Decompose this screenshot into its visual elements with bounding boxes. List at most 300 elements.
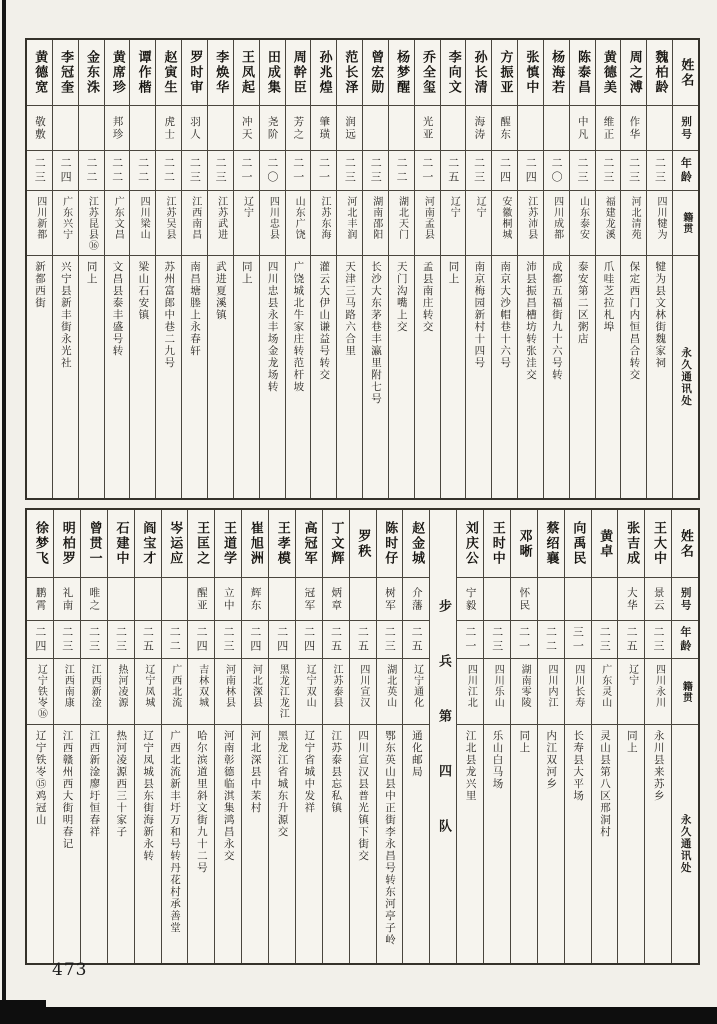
age-header-label: 年龄 [679,156,693,185]
person-age: 二四 [59,156,73,185]
origin-cell [242,659,268,725]
age-cell [296,621,322,659]
person-age: 二五 [410,625,424,654]
origin-cell [518,191,543,256]
person-address: 犍为县文林街魏家祠 [654,261,667,369]
person-alias: 敬敷 [33,115,46,141]
address-cell [162,725,188,963]
person-address: 江西赣州西大街明春记 [61,730,74,850]
name-cell [208,40,233,106]
person-origin: 湖南邵阳 [370,196,382,240]
origin-cell [135,659,161,725]
name-cell [596,40,621,106]
person-origin: 辽宁凤城 [142,664,154,708]
person-column [322,510,349,963]
alias-cell [570,106,595,151]
name-cell [337,40,362,106]
person-column [241,510,268,963]
address-cell [323,725,349,963]
person-age: 二五 [329,625,343,654]
person-column [259,40,285,498]
person-origin: 江苏东海 [319,196,331,240]
person-name: 曾贯一 [86,521,102,566]
person-origin: 四川成都 [551,196,563,240]
person-address: 辽宁省城中发祥 [303,730,316,814]
origin-cell [538,659,564,725]
origin-cell [350,659,376,725]
person-name: 赵金城 [409,521,425,566]
person-address: 辽宁凤城县东街海新永转 [142,730,155,862]
person-name: 刘庆公 [462,521,478,566]
person-age: 二三 [114,625,128,654]
origin-cell [130,191,155,256]
person-address: 兴宁县新丰街永光社 [59,261,72,369]
name-cell [363,40,388,106]
person-age: 二〇 [550,156,564,185]
name-cell [621,40,646,106]
person-name: 乔全玺 [419,50,435,95]
person-origin: 四川犍为 [654,196,666,240]
alias-cell [518,106,543,151]
person-column [537,510,564,963]
person-origin: 江苏泰县 [330,664,342,708]
person-address: 广西北流新丰圩万和号转丹花村承善堂 [168,730,181,934]
alias-cell [457,578,483,621]
alias-cell [27,578,53,621]
alias-header [672,578,698,621]
person-column [27,510,53,963]
address-cell [130,256,155,498]
origin-cell [645,659,671,725]
person-name: 张慎中 [523,50,539,95]
person-column [181,40,207,498]
person-column [517,40,543,498]
origin-cell [618,659,644,725]
name-cell [618,510,644,578]
person-age: 二二 [162,156,176,185]
person-origin: 辽宁铁岺⑯ [35,664,47,719]
alias-cell [484,578,510,621]
age-cell [105,151,130,191]
person-column [617,510,644,963]
name-cell [296,510,322,578]
person-column [414,40,440,498]
person-age: 二三 [472,156,486,185]
person-address: 哈尔滨道里斜文街九十二号 [195,730,208,874]
person-alias: 景云 [652,586,665,612]
alias-cell [162,578,188,621]
person-name: 黄德美 [600,50,616,95]
name-cell [441,40,466,106]
person-alias: 醒亚 [195,586,208,612]
person-alias: 尧阶 [266,115,279,141]
person-name: 黄卓 [597,528,613,559]
person-alias: 作华 [628,115,641,141]
alias-cell [596,106,621,151]
person-origin: 辽宁通化 [411,664,423,708]
person-name: 李冠奎 [58,50,74,95]
person-origin: 江苏沛县 [525,196,537,240]
person-alias: 鹏霄 [34,586,47,612]
age-cell [162,621,188,659]
address-cell [403,725,429,963]
address-cell [565,725,591,963]
name-cell [27,510,53,578]
name-cell [215,510,241,578]
name-cell [538,510,564,578]
address-cell [296,725,322,963]
person-column [388,40,414,498]
alias-cell [156,106,181,151]
age-header-label: 年龄 [678,625,692,654]
address-cell [645,725,671,963]
person-age: 二三 [598,625,612,654]
person-name: 魏柏龄 [652,50,668,95]
person-address: 江苏泰县忘私镇 [330,730,343,814]
person-origin: 四川永川 [653,664,665,708]
origin-cell [162,659,188,725]
person-address: 同上 [625,730,638,754]
origin-cell [234,191,259,256]
person-column [52,40,78,498]
age-cell [466,151,491,191]
person-age: 二三 [651,625,665,654]
person-address: 长沙大东茅巷丰瀛里附七号 [369,261,382,405]
origin-cell [81,659,107,725]
address-header-label: 永久通讯处 [680,347,693,407]
person-name: 黄德宽 [32,50,48,95]
person-column [187,510,214,963]
age-cell [286,151,311,191]
origin-cell [389,191,414,256]
alias-cell [79,106,104,151]
person-address: 四川忠县永丰场金龙场转 [266,261,279,393]
person-address: 天津三马路六合里 [344,261,357,357]
alias-cell [234,106,259,151]
origin-cell [296,659,322,725]
origin-cell [105,191,130,256]
person-address: 南京梅园新村十四号 [473,261,486,369]
person-name: 阎宝才 [140,521,156,566]
person-name: 徐梦飞 [32,521,48,566]
name-cell [457,510,483,578]
person-name: 王时中 [489,521,505,566]
person-age: 二〇 [265,156,279,185]
origin-header [672,659,698,725]
person-address: 南京大沙帽巷十六号 [499,261,512,369]
alias-cell [337,106,362,151]
origin-cell [156,191,181,256]
alias-cell [105,106,130,151]
origin-cell [596,191,621,256]
name-cell [389,40,414,106]
person-column [155,40,181,498]
origin-cell [363,191,388,256]
person-address: 乐山白马场 [491,730,504,790]
person-address: 灵山县第八区邢洞村 [598,730,611,838]
address-cell [621,256,646,498]
origin-cell [466,191,491,256]
person-name: 崔旭洲 [247,521,263,566]
alias-cell [130,106,155,151]
address-cell [105,256,130,498]
person-alias: 海涛 [473,115,486,141]
address-cell [135,725,161,963]
name-cell [544,40,569,106]
person-address: 南昌塘塍上永春轩 [189,261,202,357]
address-cell [27,256,52,498]
person-alias: 炳章 [330,586,343,612]
person-column [295,510,322,963]
person-address: 江西新淦廖圩恒春祥 [88,730,101,838]
person-name: 陈泰昌 [575,50,591,95]
person-age: 二三 [627,156,641,185]
person-address: 爪哇芝拉札埠 [602,261,615,333]
address-cell [208,256,233,498]
person-age: 二三 [60,625,74,654]
person-column [376,510,403,963]
alias-cell [544,106,569,151]
name-cell [377,510,403,578]
person-address: 同上 [447,261,460,285]
address-cell [156,256,181,498]
person-alias: 冲天 [240,115,253,141]
age-cell [323,621,349,659]
address-cell [596,256,621,498]
person-origin: 山东泰安 [577,196,589,240]
name-cell [570,40,595,106]
person-address: 苏州富郎中巷二九号 [163,261,176,369]
person-origin: 江苏吴县 [163,196,175,240]
name-header-label: 姓名 [677,528,693,559]
person-origin: 安徽桐城 [499,196,511,240]
person-origin: 湖北天门 [396,196,408,240]
person-column [268,510,295,963]
address-header [673,256,698,498]
person-alias: 芳之 [292,115,305,141]
person-origin: 广东文昌 [112,196,124,240]
person-address: 辽宁铁岺⑮鸡冠山 [34,730,47,826]
address-cell [415,256,440,498]
person-address: 同上 [85,261,98,285]
person-address: 泰安第二区粥店 [576,261,589,345]
origin-cell [511,659,537,725]
origin-cell [269,659,295,725]
age-cell [350,621,376,659]
person-age: 二三 [343,156,357,185]
address-cell [492,256,517,498]
person-age: 二二 [544,625,558,654]
age-cell [377,621,403,659]
alias-cell [53,106,78,151]
name-cell [484,510,510,578]
person-age: 二四 [498,156,512,185]
origin-cell [54,659,80,725]
scan-edge-bottom [0,1007,717,1024]
address-header [672,725,698,963]
person-address: 新都西街 [33,261,46,309]
person-column [107,510,134,963]
age-cell [484,621,510,659]
name-cell [242,510,268,578]
person-column [456,510,483,963]
origin-cell [311,191,336,256]
person-age: 二三 [575,156,589,185]
person-address: 河北深县中茉村 [249,730,262,814]
person-column [207,40,233,498]
person-name: 王凤起 [239,50,255,95]
person-age: 二一 [317,156,331,185]
person-name: 向禹民 [570,521,586,566]
alias-cell [54,578,80,621]
person-origin: 河北深县 [250,664,262,708]
alias-cell [647,106,672,151]
person-age: 二二 [136,156,150,185]
person-age: 二三 [369,156,383,185]
address-cell [538,725,564,963]
person-name: 李向文 [445,50,461,95]
person-name: 田成集 [264,50,280,95]
person-address: 梁山石安镇 [137,261,150,321]
address-cell [570,256,595,498]
person-origin: 江西新淦 [89,664,101,708]
header-column [672,40,698,498]
name-cell [645,510,671,578]
name-cell [81,510,107,578]
person-alias: 唯之 [88,586,101,612]
person-address: 文昌县泰丰盛号转 [111,261,124,357]
person-origin: 四川内江 [545,664,557,708]
address-cell [466,256,491,498]
alias-cell [296,578,322,621]
alias-cell [269,578,295,621]
address-cell [53,256,78,498]
person-name: 罗秩 [355,528,371,559]
person-age: 二五 [356,625,370,654]
person-name: 范长泽 [342,50,358,95]
person-alias: 介藩 [410,586,423,612]
person-name: 陈时仔 [382,521,398,566]
address-cell [234,256,259,498]
name-cell [27,40,52,106]
person-age: 二一 [240,156,253,185]
alias-cell [215,578,241,621]
person-alias: 羽人 [189,115,202,141]
name-cell [182,40,207,106]
person-name: 李焕华 [213,50,229,95]
person-address: 热河凌源西三十家子 [115,730,128,838]
person-column [80,510,107,963]
person-age: 二三 [221,625,235,654]
person-column [78,40,104,498]
name-header [672,510,698,578]
person-alias: 醒东 [499,115,512,141]
person-age: 二一 [291,156,305,185]
age-cell [182,151,207,191]
person-name: 孙兆煌 [316,50,332,95]
person-name: 罗时审 [187,50,203,95]
age-cell [492,151,517,191]
person-name: 孙长清 [471,50,487,95]
origin-cell [621,191,646,256]
name-cell [54,510,80,578]
person-column [362,40,388,498]
person-column [595,40,621,498]
age-cell [81,621,107,659]
person-address: 天门沟嘴上交 [395,261,408,333]
origin-cell [337,191,362,256]
age-cell [130,151,155,191]
person-alias: 冠军 [303,586,316,612]
alias-cell [466,106,491,151]
person-origin: 广东灵山 [599,664,611,708]
person-origin: 河南孟县 [422,196,434,240]
age-cell [188,621,214,659]
name-cell [130,40,155,106]
person-alias: 树军 [383,586,396,612]
origin-cell [108,659,134,725]
person-name: 方振亚 [497,50,513,95]
person-column [285,40,311,498]
person-address: 沛县振昌槽坊转张洼交 [525,261,538,381]
age-cell [108,621,134,659]
person-origin: 四川新都 [34,196,46,240]
age-cell [337,151,362,191]
alias-cell [81,578,107,621]
address-cell [269,725,295,963]
age-cell [260,151,285,191]
person-origin: 辽宁 [448,196,460,218]
age-cell [565,621,591,659]
person-alias: 润远 [344,115,357,141]
person-age: 二二 [110,156,124,185]
alias-cell [511,578,537,621]
age-cell [27,151,52,191]
origin-cell [53,191,78,256]
alias-cell [27,106,52,151]
person-alias: 怀民 [518,586,531,612]
person-name: 黄席珍 [109,50,125,95]
person-address: 江北县龙兴里 [464,730,477,802]
person-origin: 江西南康 [62,664,74,708]
person-origin: 湖北英山 [384,664,396,708]
age-cell [645,621,671,659]
person-alias: 邦珍 [111,115,124,141]
address-cell [182,256,207,498]
name-cell [565,510,591,578]
person-column [591,510,618,963]
person-origin: 江西南昌 [189,196,201,240]
person-name: 杨海若 [549,50,565,95]
person-age: 二四 [302,625,316,654]
person-origin: 四川长寿 [572,664,584,708]
origin-cell [492,191,517,256]
origin-cell [188,659,214,725]
person-age: 二五 [141,625,155,654]
alias-cell [492,106,517,151]
origin-cell [647,191,672,256]
person-address: 同上 [518,730,531,754]
person-age: 二五 [446,156,460,185]
person-column [646,40,672,498]
person-column [644,510,671,963]
alias-cell [350,578,376,621]
name-cell [492,40,517,106]
person-alias: 辉东 [249,586,262,612]
alias-header-label: 别号 [679,586,692,612]
name-cell [188,510,214,578]
origin-cell [286,191,311,256]
